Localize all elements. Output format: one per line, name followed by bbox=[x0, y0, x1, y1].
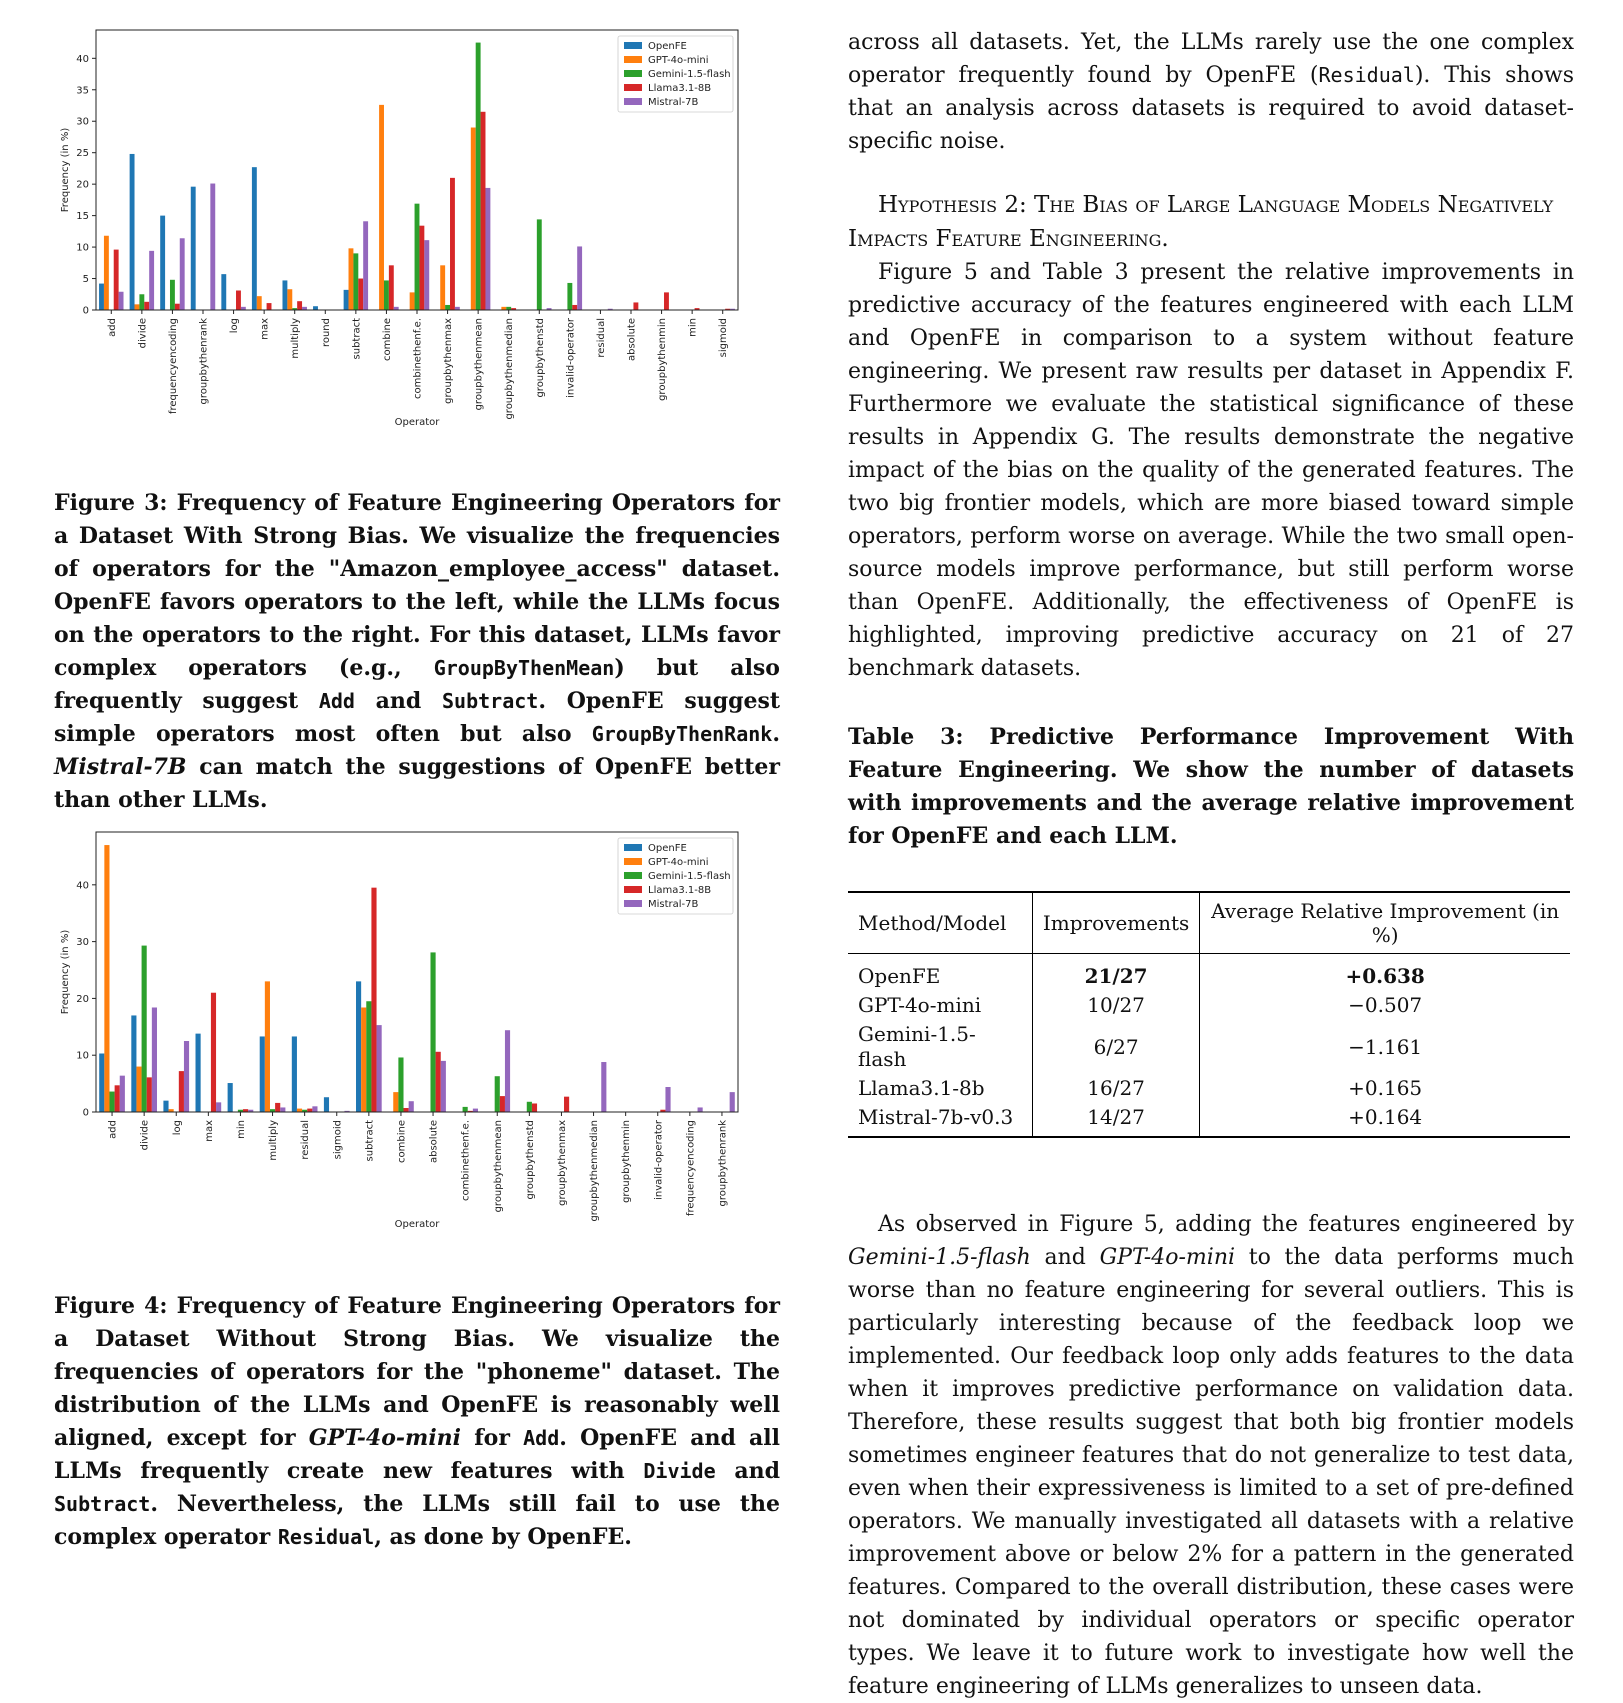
bar bbox=[379, 105, 384, 310]
table-cell: +0.164 bbox=[1200, 1103, 1570, 1136]
hypothesis-heading: Hypothesis 2: The Bias of Large Language Models Negatively Impacts Feature Engineering. bbox=[848, 192, 1554, 252]
x-tick-label: groupbythenmean bbox=[473, 318, 485, 411]
bar bbox=[476, 43, 481, 310]
bar bbox=[665, 1087, 670, 1112]
table-row bbox=[848, 1103, 1570, 1136]
bar bbox=[210, 184, 215, 310]
table-row bbox=[848, 991, 1570, 1020]
x-tick-label: round bbox=[320, 318, 332, 348]
bar bbox=[180, 238, 185, 310]
y-tick-label: 5 bbox=[82, 274, 89, 286]
x-tick-label: combine bbox=[381, 318, 393, 361]
bar bbox=[537, 219, 542, 310]
table-cell: 21/27 bbox=[1032, 954, 1199, 992]
table-cell: +0.638 bbox=[1200, 954, 1570, 992]
bar bbox=[104, 845, 109, 1112]
bar bbox=[445, 305, 450, 310]
bar bbox=[424, 240, 429, 310]
bar bbox=[577, 246, 582, 310]
x-tick-label: groupbythenmedian bbox=[504, 318, 516, 420]
bar bbox=[265, 981, 270, 1112]
bar bbox=[139, 294, 144, 310]
legend-label: GPT-4o-mini bbox=[648, 55, 709, 66]
y-tick-label: 0 bbox=[82, 1107, 89, 1119]
bar bbox=[415, 204, 420, 310]
x-tick-label: multiply bbox=[268, 1120, 280, 1161]
bar bbox=[211, 993, 216, 1112]
x-tick-label: divide bbox=[137, 318, 149, 349]
bar bbox=[252, 167, 257, 310]
x-tick-label: max bbox=[259, 318, 271, 340]
table-header: Method/Model bbox=[848, 893, 1032, 954]
legend-swatch bbox=[624, 872, 642, 879]
bar bbox=[419, 226, 424, 310]
legend-swatch bbox=[624, 70, 642, 77]
hypothesis-paragraph: Figure 5 and Table 3 present the relative improvements in predictive accuracy of the features engineered with each LLM and OpenFE in comparison to a system without feature engineering. We present raw results per dataset in Appendix F. Furthermore we evaluate the statistical significance of these results in Appendix G. The results demonstrate the negative impact of the bias on the quality of the generated features. The two big frontier models, which are more biased toward simple operators, perform worse on average. While the two small open-source models improve performance, but still perform worse than OpenFE. Additionally, the effectiveness of OpenFE is highlighted, improving predictive accuracy on 21 of 27 benchmark datasets. bbox=[848, 260, 1574, 681]
figure4-caption: Figure 4: Frequency of Feature Engineering Operators for a Dataset Without Strong Bias. We visualize the frequencies of operators for the "phoneme" dataset. The distribution of the LLMs and OpenFE is reasonably well aligned, except for GPT-4o-mini for Add. OpenFE and all LLMs frequently create new features with Divide and Subtract. Nevertheless, the LLMs still fail to use the complex operator Residual, as done by OpenFE. bbox=[54, 1293, 781, 1550]
legend-swatch bbox=[624, 858, 642, 865]
bar bbox=[160, 216, 165, 310]
y-tick-label: 15 bbox=[76, 211, 89, 223]
bar bbox=[409, 1101, 414, 1112]
bar bbox=[463, 1107, 468, 1112]
table-cell: 14/27 bbox=[1032, 1103, 1199, 1136]
bar bbox=[473, 1109, 478, 1112]
legend-swatch bbox=[624, 84, 642, 91]
table-cell: Gemini-1.5-flash bbox=[858, 1022, 976, 1071]
x-tick-label: combinethenf.e. bbox=[460, 1120, 472, 1202]
bar bbox=[267, 303, 272, 310]
bar bbox=[109, 1092, 114, 1112]
bar bbox=[136, 1067, 141, 1112]
bar bbox=[567, 283, 572, 310]
intro-paragraph: across all datasets. Yet, the LLMs rarely use the one complex operator frequently found by OpenFE (Residual). This shows that an analysis across datasets is required to avoid dataset-specific noise. bbox=[848, 30, 1574, 154]
bar bbox=[115, 1085, 120, 1112]
table-cell: 6/27 bbox=[1032, 1020, 1199, 1074]
x-tick-label: groupbythenmax bbox=[556, 1120, 568, 1206]
x-tick-label: invalid-operator bbox=[565, 318, 577, 398]
bar bbox=[104, 236, 109, 310]
bar bbox=[505, 1030, 510, 1112]
results-table bbox=[848, 893, 1570, 1136]
y-tick-label: 10 bbox=[76, 242, 89, 254]
final-paragraph: As observed in Figure 5, adding the features engineered by Gemini-1.5-flash and GPT-4o-mini to the data performs much worse than no feature engineering for several outliers. This is particularly interesting because of the feedback loop we implemented. Our feedback loop only adds features to the data when it improves predictive performance on validation data. Therefore, these results suggest that both big frontier models sometimes engineer features that do not generalize to test data, even when their expressiveness is limited to a set of pre-defined operators. We manually investigated all datasets with a relative improvement above or below 2% for a pattern in the generated features. Compared to the overall distribution, these cases were not dominated by individual operators or specific operator types. We leave it to future work to investigate how well the feature engineering of LLMs generalizes to unseen data. bbox=[848, 1212, 1575, 1699]
legend-swatch bbox=[624, 844, 642, 851]
bar bbox=[184, 1041, 189, 1112]
y-tick-label: 40 bbox=[76, 880, 89, 892]
bar bbox=[527, 1102, 532, 1112]
legend-label: OpenFE bbox=[648, 843, 687, 854]
bar bbox=[114, 250, 119, 310]
bar bbox=[236, 290, 241, 310]
bar bbox=[191, 187, 196, 310]
bar bbox=[307, 1109, 312, 1112]
legend-swatch bbox=[624, 886, 642, 893]
x-tick-label: absolute bbox=[428, 1120, 440, 1163]
legend-swatch bbox=[624, 56, 642, 63]
figure3-chart bbox=[40, 20, 780, 440]
table-cell: +0.165 bbox=[1200, 1074, 1570, 1103]
bar bbox=[275, 1103, 280, 1112]
bar bbox=[147, 1077, 152, 1112]
y-tick-label: 10 bbox=[76, 1050, 89, 1062]
x-tick-label: residual bbox=[300, 1120, 312, 1160]
bar bbox=[324, 1097, 329, 1112]
bar bbox=[99, 284, 104, 310]
table-cell: 16/27 bbox=[1032, 1074, 1199, 1103]
bar bbox=[366, 1001, 371, 1112]
x-tick-label: sigmoid bbox=[332, 1120, 344, 1160]
bar bbox=[698, 1107, 703, 1112]
bar bbox=[358, 279, 363, 310]
x-tick-label: absolute bbox=[626, 318, 638, 361]
x-tick-label: groupbythenmedian bbox=[589, 1120, 601, 1222]
bar bbox=[196, 1034, 201, 1112]
table-header-row bbox=[848, 893, 1570, 954]
bar bbox=[356, 981, 361, 1112]
bar bbox=[398, 1057, 403, 1112]
bar bbox=[260, 1036, 265, 1112]
bar bbox=[564, 1097, 569, 1112]
bar bbox=[485, 188, 490, 310]
bar bbox=[297, 301, 302, 310]
bar bbox=[404, 1108, 409, 1112]
bar bbox=[495, 1076, 500, 1112]
bar bbox=[175, 304, 180, 310]
legend-swatch bbox=[624, 98, 642, 105]
x-tick-label: combinethenf.e. bbox=[412, 318, 424, 400]
table-cell: 10/27 bbox=[1032, 991, 1199, 1020]
x-tick-label: min bbox=[235, 1120, 247, 1139]
bar bbox=[377, 1025, 382, 1112]
y-tick-label: 40 bbox=[76, 53, 89, 65]
bar bbox=[163, 1101, 168, 1112]
table-header: Average Relative Improvement (in %) bbox=[1200, 893, 1570, 954]
table-row bbox=[848, 954, 1570, 992]
bar bbox=[601, 1062, 606, 1112]
bar bbox=[312, 1106, 317, 1112]
bar bbox=[282, 280, 287, 310]
bar bbox=[152, 1007, 157, 1112]
bar bbox=[119, 292, 124, 310]
y-tick-label: 35 bbox=[76, 85, 89, 97]
figure4-chart bbox=[40, 822, 780, 1242]
table-header: Improvements bbox=[1032, 893, 1199, 954]
bar bbox=[149, 251, 154, 310]
x-tick-label: residual bbox=[595, 318, 607, 358]
bar bbox=[664, 292, 669, 310]
bar bbox=[120, 1076, 125, 1112]
x-tick-label: log bbox=[229, 318, 241, 334]
x-tick-label: groupbythenrank bbox=[198, 318, 210, 405]
table-cell: Mistral-7b-v0.3 bbox=[858, 1105, 1014, 1129]
bar bbox=[131, 1015, 136, 1112]
x-tick-label: divide bbox=[139, 1120, 151, 1151]
bar bbox=[633, 302, 638, 310]
bar bbox=[450, 178, 455, 310]
bar bbox=[410, 292, 415, 310]
legend-label: Llama3.1-8B bbox=[648, 83, 712, 94]
bar bbox=[280, 1107, 285, 1112]
bar bbox=[142, 946, 147, 1112]
figure3-caption: Figure 3: Frequency of Feature Engineering Operators for a Dataset With Strong Bias. We visualize the frequencies of operators for the "Amazon_employee_access" dataset. OpenFE favors operators to the left, while the LLMs focus on the operators to the right. For this dataset, LLMs favor complex operators (e.g., GroupByThenMean) but also frequently suggest Add and Subtract. OpenFE suggest simple operators most often but also GroupByThenRank. Mistral-7B can match the suggestions of OpenFE better than other LLMs. bbox=[54, 490, 781, 813]
x-tick-label: add bbox=[107, 1120, 119, 1139]
bar bbox=[471, 128, 476, 310]
bar bbox=[179, 1071, 184, 1112]
bar bbox=[441, 1061, 446, 1112]
bar bbox=[572, 305, 577, 310]
legend-label: OpenFE bbox=[648, 41, 687, 52]
y-axis-label: Frequency (in %) bbox=[60, 127, 71, 213]
bar bbox=[430, 952, 435, 1112]
table3 bbox=[848, 891, 1570, 1138]
y-tick-label: 30 bbox=[76, 937, 89, 949]
bar bbox=[389, 265, 394, 310]
x-axis-label: Operator bbox=[394, 1219, 440, 1230]
bar bbox=[500, 1096, 505, 1112]
x-tick-label: groupbythenstd bbox=[534, 318, 546, 398]
x-tick-label: groupbythenrank bbox=[717, 1120, 729, 1207]
bar bbox=[130, 154, 135, 310]
x-tick-label: groupbythenmax bbox=[443, 318, 455, 404]
table-cell: OpenFE bbox=[858, 964, 941, 988]
bar bbox=[361, 1007, 366, 1112]
table-cell: Llama3.1-8b bbox=[858, 1076, 985, 1100]
x-tick-label: subtract bbox=[364, 1120, 376, 1162]
x-tick-label: frequencyencoding bbox=[167, 318, 179, 415]
bar bbox=[170, 280, 175, 310]
bar bbox=[292, 1036, 297, 1112]
legend-label: Mistral-7B bbox=[648, 97, 699, 108]
bar bbox=[384, 280, 389, 310]
y-tick-label: 30 bbox=[76, 116, 89, 128]
bar bbox=[135, 304, 140, 310]
table-row bbox=[848, 1020, 1570, 1074]
bar bbox=[99, 1054, 104, 1112]
table-cell: GPT-4o-mini bbox=[858, 993, 982, 1017]
bar bbox=[313, 306, 318, 310]
bar bbox=[363, 221, 368, 310]
x-tick-label: sigmoid bbox=[718, 318, 730, 358]
bar bbox=[532, 1103, 537, 1112]
bar bbox=[297, 1109, 302, 1112]
legend-label: Gemini-1.5-flash bbox=[648, 871, 731, 882]
table-cell: −1.161 bbox=[1200, 1020, 1570, 1074]
y-tick-label: 20 bbox=[76, 179, 89, 191]
bar bbox=[257, 296, 262, 310]
x-tick-label: invalid-operator bbox=[653, 1120, 665, 1200]
bar bbox=[216, 1102, 221, 1112]
x-tick-label: log bbox=[171, 1120, 183, 1136]
legend-label: Gemini-1.5-flash bbox=[648, 69, 731, 80]
x-tick-label: subtract bbox=[351, 318, 363, 360]
y-axis-label: Frequency (in %) bbox=[60, 929, 71, 1015]
table-row bbox=[848, 1074, 1570, 1103]
y-tick-label: 0 bbox=[82, 305, 89, 317]
bar bbox=[287, 289, 292, 310]
bar bbox=[481, 112, 486, 310]
bar bbox=[393, 1092, 398, 1112]
x-axis-label: Operator bbox=[394, 417, 440, 428]
x-tick-label: groupbythenmin bbox=[657, 318, 669, 401]
table-cell: −0.507 bbox=[1200, 991, 1570, 1020]
legend-label: Mistral-7B bbox=[648, 899, 699, 910]
x-tick-label: combine bbox=[396, 1120, 408, 1163]
x-tick-label: groupbythenmin bbox=[621, 1120, 633, 1203]
table3-caption: Table 3: Predictive Performance Improvement With Feature Engineering. We show the number of datasets with improvements and the average relative improvement for OpenFE and each LLM. bbox=[848, 724, 1574, 849]
legend-label: Llama3.1-8B bbox=[648, 885, 712, 896]
x-tick-label: frequencyencoding bbox=[685, 1120, 697, 1217]
y-tick-label: 20 bbox=[76, 993, 89, 1005]
bar bbox=[228, 1083, 233, 1112]
legend-swatch bbox=[624, 900, 642, 907]
bar bbox=[221, 274, 226, 310]
bar bbox=[436, 1052, 441, 1112]
x-tick-label: min bbox=[687, 318, 699, 337]
bar bbox=[730, 1092, 735, 1112]
bar bbox=[349, 248, 354, 310]
right-column bbox=[848, 26, 1574, 1703]
bar bbox=[353, 253, 358, 310]
legend-swatch bbox=[624, 42, 642, 49]
x-tick-label: max bbox=[203, 1120, 215, 1142]
bar bbox=[440, 265, 445, 310]
x-tick-label: groupbythenstd bbox=[524, 1120, 536, 1200]
x-tick-label: add bbox=[106, 318, 118, 337]
x-tick-label: multiply bbox=[290, 318, 302, 359]
y-tick-label: 25 bbox=[76, 148, 89, 160]
x-tick-label: groupbythenmean bbox=[492, 1120, 504, 1213]
bar bbox=[371, 888, 376, 1112]
bar bbox=[144, 302, 149, 310]
legend-label: GPT-4o-mini bbox=[648, 857, 709, 868]
bar bbox=[344, 290, 349, 310]
